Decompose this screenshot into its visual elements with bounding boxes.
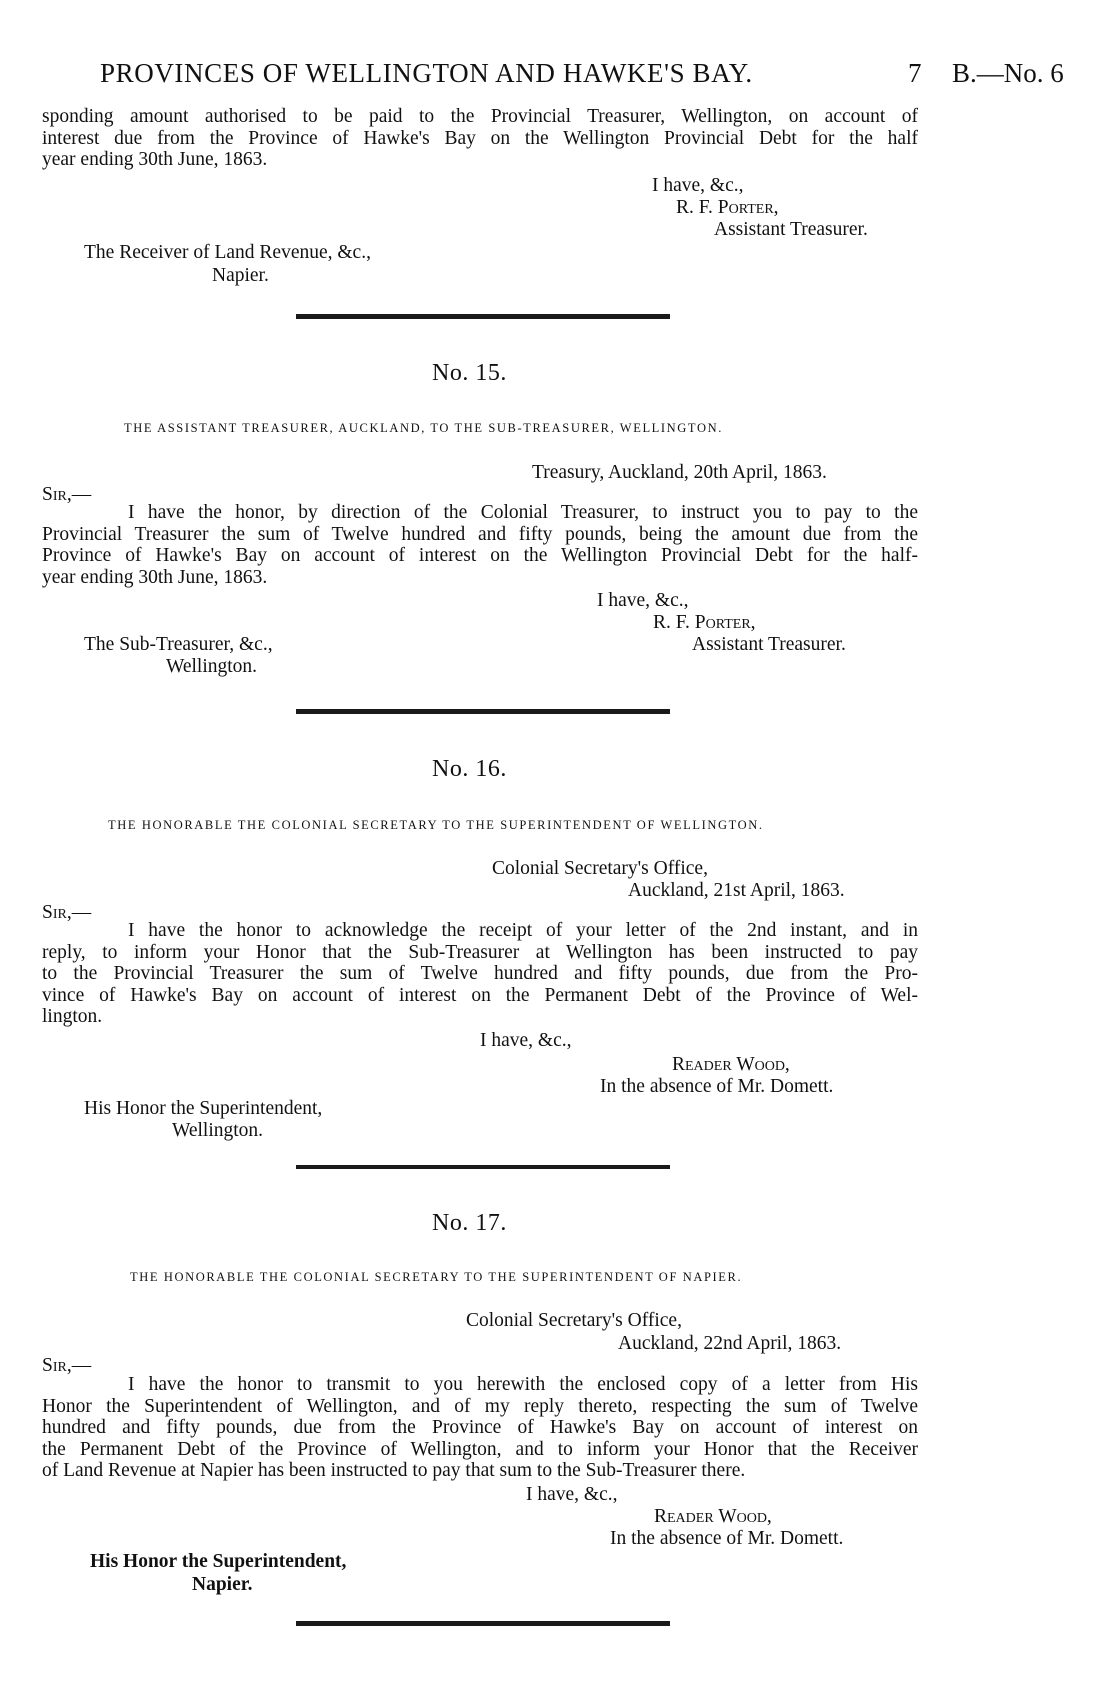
letter-signer-title: In the absence of Mr. Domett. <box>600 1076 834 1097</box>
letter-salutation: Sir,— <box>42 902 92 923</box>
letter-16-body <box>42 920 918 1028</box>
section-divider <box>296 1621 670 1626</box>
letter-addressee: The Sub-Treasurer, &c., <box>84 634 273 655</box>
letter-number: No. 16. <box>432 756 507 782</box>
letter-place-office: Colonial Secretary's Office, <box>492 858 708 879</box>
body-line: the Permanent Debt of the Province of Wellington, and to inform your Honor that the Receiver <box>42 1438 918 1460</box>
letter-closing: I have, &c., <box>597 590 689 611</box>
letter-place-date: Treasury, Auckland, 20th April, 1863. <box>532 462 827 483</box>
page-header-title: PROVINCES OF WELLINGTON AND HAWKE'S BAY. <box>100 58 753 88</box>
letter-14-addressee-place: Napier. <box>212 265 269 286</box>
body-line: Province of Hawke's Bay on account of interest on the Wellington Provincial Debt for the half- <box>42 545 918 566</box>
letter-14-closing: I have, &c., <box>652 175 744 196</box>
body-line: I have the honor, by direction of the Colonial Treasurer, to instruct you to pay to the <box>128 502 918 523</box>
body-line: I have the honor to transmit to you herewith the enclosed copy of a letter from His <box>128 1374 918 1395</box>
letter-addressee-place: Wellington. <box>166 656 258 677</box>
letter-heading: THE HONORABLE THE COLONIAL SECRETARY TO THE SUPERINTENDENT OF NAPIER. <box>130 1270 743 1284</box>
letter-addressee: His Honor the Superintendent, <box>84 1098 323 1119</box>
letter-addressee: His Honor the Superintendent, <box>90 1551 347 1572</box>
body-line: I have the honor to acknowledge the receipt of your letter of the 2nd instant, and in <box>128 920 918 941</box>
letter-heading: THE ASSISTANT TREASURER, AUCKLAND, TO THE SUB-TREASURER, WELLINGTON. <box>124 421 723 435</box>
letter-signer: Reader Wood, <box>672 1054 790 1075</box>
body-line: Provincial Treasurer the sum of Twelve hundred and fifty pounds, being the amount due from the <box>42 523 918 545</box>
letter-14-body <box>42 106 918 171</box>
letter-place-office: Colonial Secretary's Office, <box>466 1310 682 1331</box>
body-line: sponding amount authorised to be paid to the Provincial Treasurer, Wellington, on account of <box>42 106 918 127</box>
letter-number: No. 17. <box>432 1210 507 1236</box>
letter-place-date: Auckland, 21st April, 1863. <box>628 880 845 901</box>
letter-14-signer: R. F. Porter, <box>676 197 779 218</box>
letter-salutation: Sir,— <box>42 484 92 505</box>
body-line: hundred and fifty pounds, due from the Province of Hawke's Bay on account of interest on <box>42 1417 918 1438</box>
letter-signer: R. F. Porter, <box>653 612 756 633</box>
letter-addressee-place: Napier. <box>192 1574 253 1595</box>
body-line: interest due from the Province of Hawke's Bay on the Wellington Provincial Debt for the half <box>42 127 918 149</box>
letter-14-addressee: The Receiver of Land Revenue, &c., <box>84 242 371 263</box>
letter-closing: I have, &c., <box>526 1484 618 1505</box>
letter-salutation: Sir,— <box>42 1355 92 1376</box>
letter-heading: THE HONORABLE THE COLONIAL SECRETARY TO THE SUPERINTENDENT OF WELLINGTON. <box>108 818 764 832</box>
letter-addressee-place: Wellington. <box>172 1120 264 1141</box>
section-divider <box>296 1165 670 1169</box>
letter-place-date: Auckland, 22nd April, 1863. <box>618 1333 842 1354</box>
section-divider <box>296 314 670 319</box>
body-line: to the Provincial Treasurer the sum of Twelve hundred and fifty pounds, due from the Pro- <box>42 963 918 984</box>
letter-number: No. 15. <box>432 360 507 386</box>
letter-signer-title: Assistant Treasurer. <box>692 634 846 655</box>
body-line: year ending 30th June, 1863. <box>42 566 268 588</box>
letter-14-signer-title: Assistant Treasurer. <box>714 219 868 240</box>
document-reference: B.—No. 6 <box>952 58 1064 88</box>
letter-signer-title: In the absence of Mr. Domett. <box>610 1528 844 1549</box>
body-line: year ending 30th June, 1863. <box>42 149 268 170</box>
body-line: Honor the Superintendent of Wellington, and of my reply thereto, respecting the sum of Twelve <box>42 1395 918 1417</box>
body-line: lington. <box>42 1006 103 1027</box>
body-line: of Land Revenue at Napier has been instructed to pay that sum to the Sub-Treasurer there. <box>42 1460 746 1481</box>
letter-signer: Reader Wood, <box>654 1506 772 1527</box>
letter-17-body <box>42 1374 918 1482</box>
section-divider <box>296 709 670 714</box>
body-line: reply, to inform your Honor that the Sub-Treasurer at Wellington has been instructed to pay <box>42 941 918 963</box>
page-number: 7 <box>908 58 922 88</box>
body-line: vince of Hawke's Bay on account of interest on the Permanent Debt of the Province of Wel- <box>42 984 918 1006</box>
letter-closing: I have, &c., <box>480 1030 572 1051</box>
letter-15-body <box>42 502 918 588</box>
